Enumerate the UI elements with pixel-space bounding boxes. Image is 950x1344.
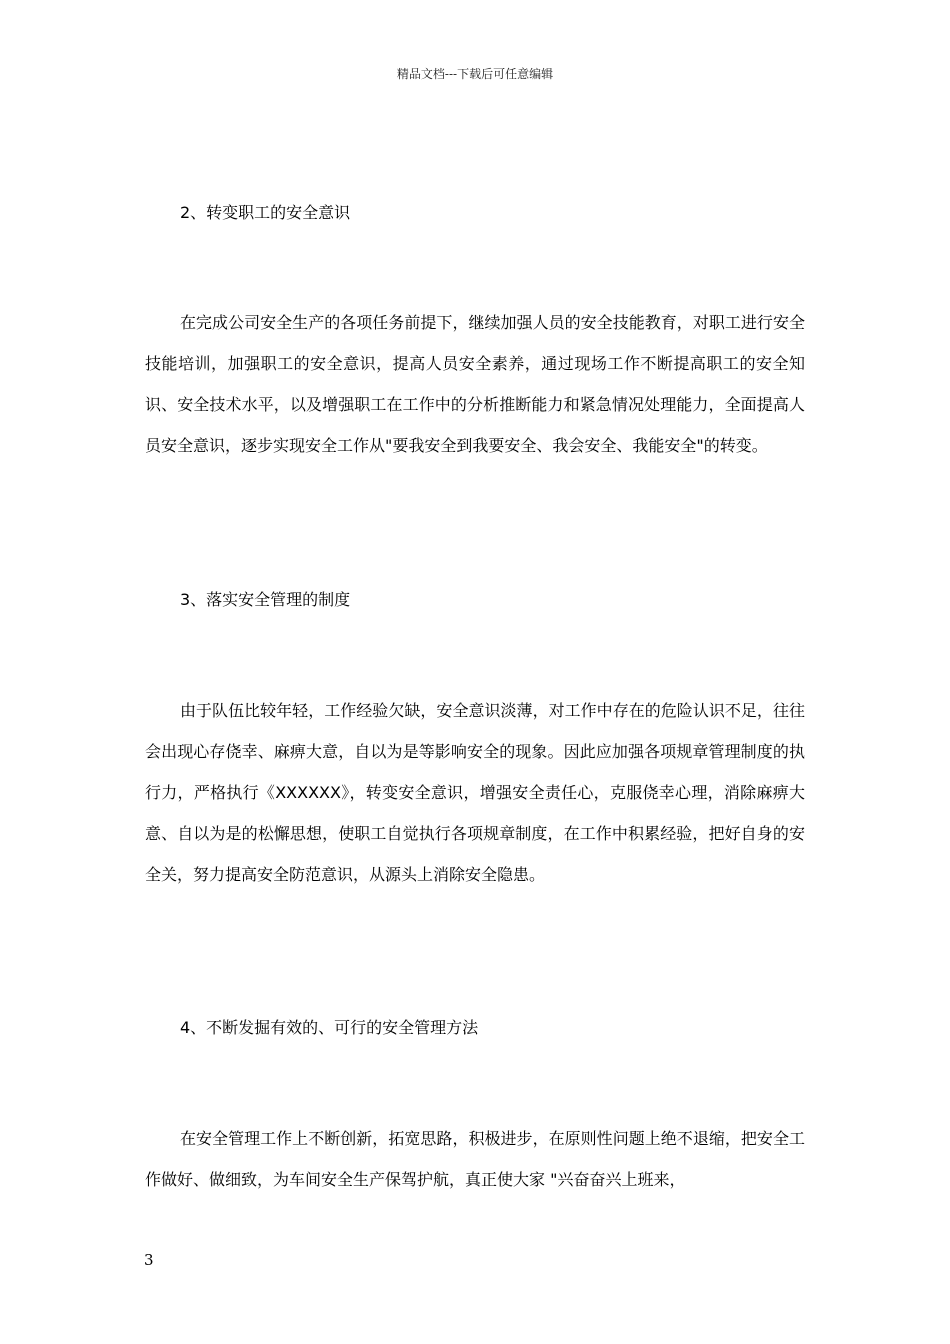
section-paragraph-4: 在安全管理工作上不断创新，拓宽思路，积极进步，在原则性问题上绝不退缩，把安全工作做好、做细致，为车间安全生产保驾护航，真正使大家 "兴奋奋兴上班来， [145,1129,805,1189]
section-heading-2: 2、转变职工的安全意识 [180,203,351,222]
page-header: 精品文档---下载后可任意编辑 [396,67,554,81]
section-heading-4: 4、不断发掘有效的、可行的安全管理方法 [180,1018,479,1037]
section-paragraph-2: 在完成公司安全生产的各项任务前提下，继续加强人员的安全技能教育，对职工进行安全技能培训，加强职工的安全意识，提高人员安全素养，通过现场工作不断提高职工的安全知识、安全技术水平，以及增强职工在工作中的分析推断能力和紧急情况处理能力，全面提高人员安全意识，逐步实现安全工作从"要我安全到我要安全、我会安全、我能安全"的转变。 [145,313,805,455]
section-paragraph-3: 由于队伍比较年轻，工作经验欠缺，安全意识淡薄，对工作中存在的危险认识不足，往往会出现心存侥幸、麻痹大意，自以为是等影响安全的现象。因此应加强各项规章管理制度的执行力，严格执行《XXXXXX》，转变安全意识，增强安全责任心，克服侥幸心理，消除麻痹大意、自以为是的松懈思想，使职工自觉执行各项规章制度，在工作中积累经验，把好自身的安全关，努力提高安全防范意识，从源头上消除安全隐患。 [145,701,805,884]
section-heading-3: 3、落实安全管理的制度 [180,590,351,609]
page-number: 3 [144,1251,154,1269]
